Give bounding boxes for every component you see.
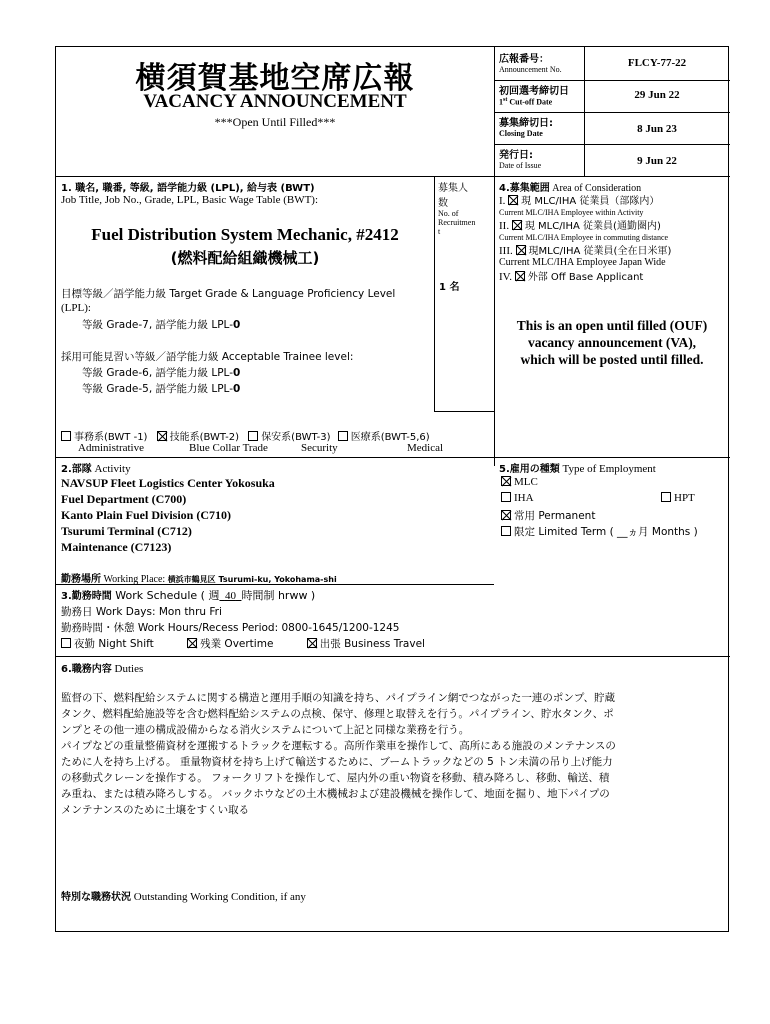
duties-text: 監督の下、燃料配給システムに関する構造と運用手順の知識を持ち、パイプライン網でつながった一連のポンプ、貯蔵 タンク、燃料配給施設等を含む燃料配給システムの点検、保守、修理と取替えを行う。パイプライン、貯水タンク、ポ ンプとその他一連の構成設備からなる消火システムについて上記と同様な業務を行う。 パイプなどの重量整備資材を運搬するトラックを運転する。高所作業車を操作して、高所にある施設のメンテナンスの ために人を持ち上げる。 重量物資材を持ち上げて輸送するために、ブームトラックなどの 5 トン未満の吊り上げ能力 の移動式クレーンを操作する。 フォークリフトを操作して、屋内外の重い物資を移動、積み降ろし、移動、輸送、積 み重ね、または積み降ろしする。 バックホウなどの土木機械および建設機械を操作して、地面を掘り、地下パイプの メンテナンスのために土壌をすくい取る [61,692,616,816]
checkbox-icon[interactable] [338,431,348,441]
target-label-cont: (LPL): [61,302,91,314]
trainee-label: 採用可能見習い等級／語学能力級 Acceptable Trainee level: [61,351,354,363]
divider [494,112,730,113]
activity-lines: NAVSUP Fleet Logistics Center Yokosuka Fuel Department (C700) Kanto Plain Fuel Division (C710) Tsurumi Terminal (C712) Maintenance (C7123) [61,476,275,554]
shift-row [61,636,425,651]
divider [434,411,494,412]
area-option-3[interactable]: III. 現MLC/IHA 従業員(全在日米軍) [499,245,672,257]
bwt-blue-collar[interactable]: 技能系(BWT-2) [157,432,239,443]
section2-heading: 2.部隊 Activity [61,463,131,475]
divider [434,176,435,411]
section5-heading: 5.雇用の種類 Type of Employment [499,463,656,475]
section6-heading: 6.職務内容 Duties [61,663,144,675]
divider [494,80,730,81]
checkbox-checked-icon[interactable] [508,195,518,205]
trainee-grade-2: 等級 Grade-5, 語学能力級 LPL-0 [82,383,241,395]
bwt-administrative[interactable]: 事務系(BWT -1) [61,432,147,443]
announcement-form [55,46,729,932]
bwt-en-blue-collar: Blue Collar Trade [189,442,268,454]
business-travel-option[interactable]: 出張 Business Travel [307,638,425,650]
checkbox-checked-icon[interactable] [187,638,197,648]
overtime-option[interactable]: 残業 Overtime [187,638,273,650]
target-grade: 等級 Grade-7, 語学能力級 LPL-0 [82,319,241,331]
checkbox-icon[interactable] [501,526,511,536]
divider [56,656,730,657]
area-options: I. 現 MLC/IHA 従業員（部隊内） Current MLC/IHA Employee within Activity II. 現 MLC/IHA 従業員(通勤圏内) Current MLC/IHA Employee in commuting distance III. 現MLC/IHA 従業員(全在日米軍) Current MLC/IHA Employee Japan Wide IV. 外部 Off Base Applicant [499,192,729,283]
divider [56,457,730,458]
bwt-row [61,428,430,443]
divider [494,144,730,145]
bwt-en-administrative: Administrative [78,442,144,454]
section3-heading: 3.勤務時間 Work Schedule ( 週 40 時間制 hrww ) [61,589,316,602]
mlc-option[interactable]: MLC [501,476,538,488]
subtitle: ***Open Until Filled*** [214,115,336,129]
bwt-en-security: Security [301,442,338,454]
section1-heading: 1. 職名, 職番, 等級, 語学能力級 (LPL), 給与表 (BWT) Job Title, Job No., Grade, LPL, Basic Wage Table (BWT): [61,183,319,206]
area-option-4[interactable]: IV. 外部 Off Base Applicant [499,271,644,283]
divider [494,47,495,466]
checkbox-icon[interactable] [501,492,511,502]
recruit-label: 募集人 数 No. of Recruitmen t [438,183,476,236]
section4-heading: 4.募集範囲 Area of Consideration [499,183,642,194]
recruit-count: 1 名 [439,282,460,293]
work-days: 勤務日 Work Days: Mon thru Fri [61,606,222,618]
job-title-jp: (燃料配給組織機械工) [170,249,320,267]
checkbox-checked-icon[interactable] [515,271,525,281]
area-option-2[interactable]: II. 現 MLC/IHA 従業員(通勤圏内) [499,220,661,232]
issue-label: 発行日: Date of Issue [499,150,542,170]
bwt-en-medical: Medical [407,442,444,454]
checkbox-icon[interactable] [61,638,71,648]
job-title: Fuel Distribution System Mechanic, #2412 [91,225,399,244]
checkbox-checked-icon[interactable] [501,476,511,486]
trainee-grade-1: 等級 Grade-6, 語学能力級 LPL-0 [82,367,241,379]
night-shift-option[interactable]: 夜勤 Night Shift [61,638,154,650]
divider [56,176,730,177]
announcement-no-value: FLCY-77-22 [627,57,687,69]
cutoff-label: 初回選考締切日 1st Cut-off Date [499,86,569,107]
special-conditions: 特別な職務状況 Outstanding Working Condition, if any [61,891,306,903]
checkbox-icon[interactable] [248,431,258,441]
limited-term-option[interactable]: 限定 Limited Term ( __ヵ月 Months ) [501,524,698,539]
checkbox-checked-icon[interactable] [157,431,167,441]
bwt-medical[interactable]: 医療系(BWT-5,6) [338,432,430,443]
closing-value: 8 Jun 23 [637,123,677,135]
area-option-1[interactable]: I. 現 MLC/IHA 従業員（部隊内） [499,195,660,207]
checkbox-icon[interactable] [61,431,71,441]
iha-option[interactable]: IHA [501,492,534,504]
target-label: 目標等級／語学能力級 Target Grade & Language Proficiency Level [61,288,396,300]
checkbox-icon[interactable] [661,492,671,502]
permanent-option[interactable]: 常用 Permanent [501,508,595,523]
title-jp: 横須賀基地空席広報 [135,61,415,96]
closing-label: 募集締切日: Closing Date [499,118,553,138]
checkbox-checked-icon[interactable] [307,638,317,648]
cutoff-value: 29 Jun 22 [634,89,680,101]
checkbox-checked-icon[interactable] [516,245,526,255]
hpt-option[interactable]: HPT [661,492,695,504]
checkbox-checked-icon[interactable] [501,510,511,520]
working-place: 勤務場所 Working Place: 横浜市鶴見区 Tsurumi-ku, Yokohama-shi [61,574,337,585]
title-en: VACANCY ANNOUNCEMENT [143,91,407,112]
checkbox-checked-icon[interactable] [512,220,522,230]
work-hours: 勤務時間・休憩 Work Hours/Recess Period: 0800-1645/1200-1245 [61,622,400,634]
ouf-notice: This is an open until filled (OUF) vacancy announcement (VA), which will be posted until filled. [516,318,708,367]
announcement-no-label: 広報番号： Announcement No. [499,54,562,74]
bwt-security[interactable]: 保安系(BWT-3) [248,432,330,443]
issue-value: 9 Jun 22 [637,155,677,167]
